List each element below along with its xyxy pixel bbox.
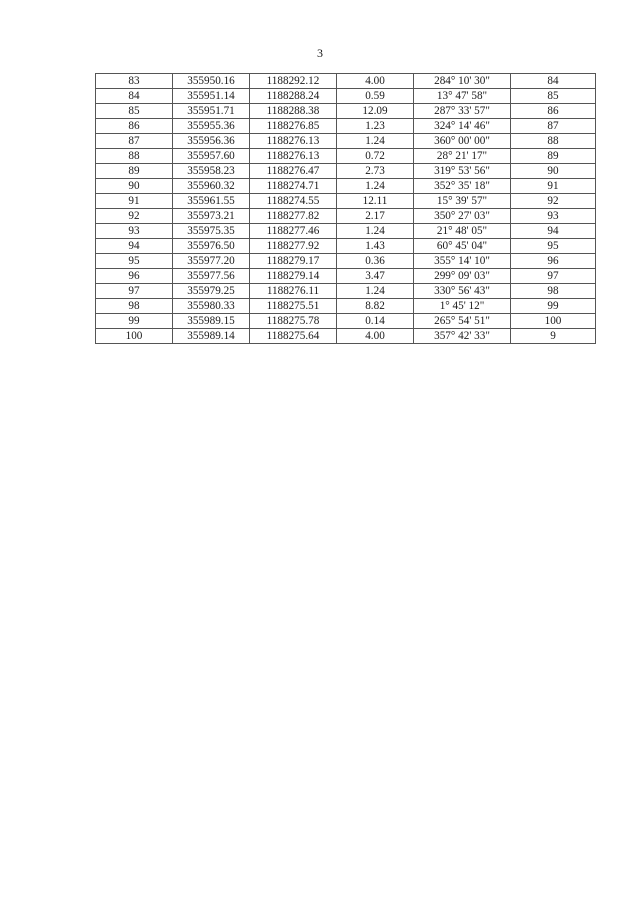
bearing-cell: 265° 54' 51" bbox=[414, 314, 511, 329]
y-coordinate-cell: 1188276.11 bbox=[250, 284, 337, 299]
point-number-cell: 94 bbox=[96, 239, 173, 254]
next-point-cell: 94 bbox=[511, 224, 596, 239]
point-number-cell: 96 bbox=[96, 269, 173, 284]
next-point-cell: 88 bbox=[511, 134, 596, 149]
x-coordinate-cell: 355955.36 bbox=[173, 119, 250, 134]
next-point-cell: 96 bbox=[511, 254, 596, 269]
bearing-cell: 13° 47' 58" bbox=[414, 89, 511, 104]
next-point-cell: 100 bbox=[511, 314, 596, 329]
next-point-cell: 99 bbox=[511, 299, 596, 314]
y-coordinate-cell: 1188277.82 bbox=[250, 209, 337, 224]
next-point-cell: 86 bbox=[511, 104, 596, 119]
next-point-cell: 90 bbox=[511, 164, 596, 179]
y-coordinate-cell: 1188288.24 bbox=[250, 89, 337, 104]
next-point-cell: 93 bbox=[511, 209, 596, 224]
x-coordinate-cell: 355958.23 bbox=[173, 164, 250, 179]
point-number-cell: 89 bbox=[96, 164, 173, 179]
bearing-cell: 324° 14' 46" bbox=[414, 119, 511, 134]
x-coordinate-cell: 355961.55 bbox=[173, 194, 250, 209]
page-number: 3 bbox=[317, 46, 323, 60]
point-number-cell: 88 bbox=[96, 149, 173, 164]
x-coordinate-cell: 355979.25 bbox=[173, 284, 250, 299]
next-point-cell: 87 bbox=[511, 119, 596, 134]
bearing-cell: 28° 21' 17" bbox=[414, 149, 511, 164]
bearing-cell: 319° 53' 56" bbox=[414, 164, 511, 179]
x-coordinate-cell: 355950.16 bbox=[173, 74, 250, 89]
distance-cell: 1.23 bbox=[337, 119, 414, 134]
distance-cell: 3.47 bbox=[337, 269, 414, 284]
table-row bbox=[96, 89, 596, 104]
y-coordinate-cell: 1188277.46 bbox=[250, 224, 337, 239]
point-number-cell: 93 bbox=[96, 224, 173, 239]
table-row bbox=[96, 134, 596, 149]
point-number-cell: 86 bbox=[96, 119, 173, 134]
x-coordinate-cell: 355951.71 bbox=[173, 104, 250, 119]
y-coordinate-cell: 1188277.92 bbox=[250, 239, 337, 254]
point-number-cell: 91 bbox=[96, 194, 173, 209]
next-point-cell: 91 bbox=[511, 179, 596, 194]
distance-cell: 1.24 bbox=[337, 179, 414, 194]
distance-cell: 4.00 bbox=[337, 329, 414, 344]
bearing-cell: 357° 42' 33" bbox=[414, 329, 511, 344]
table-row bbox=[96, 209, 596, 224]
x-coordinate-cell: 355976.50 bbox=[173, 239, 250, 254]
y-coordinate-cell: 1188279.14 bbox=[250, 269, 337, 284]
distance-cell: 1.43 bbox=[337, 239, 414, 254]
distance-cell: 0.36 bbox=[337, 254, 414, 269]
bearing-cell: 15° 39' 57" bbox=[414, 194, 511, 209]
table-row bbox=[96, 149, 596, 164]
y-coordinate-cell: 1188276.47 bbox=[250, 164, 337, 179]
y-coordinate-cell: 1188276.85 bbox=[250, 119, 337, 134]
distance-cell: 4.00 bbox=[337, 74, 414, 89]
y-coordinate-cell: 1188276.13 bbox=[250, 134, 337, 149]
distance-cell: 8.82 bbox=[337, 299, 414, 314]
point-number-cell: 100 bbox=[96, 329, 173, 344]
table-row bbox=[96, 284, 596, 299]
table-row bbox=[96, 224, 596, 239]
table-row bbox=[96, 269, 596, 284]
bearing-cell: 1° 45' 12" bbox=[414, 299, 511, 314]
table-row bbox=[96, 239, 596, 254]
next-point-cell: 98 bbox=[511, 284, 596, 299]
bearing-cell: 352° 35' 18" bbox=[414, 179, 511, 194]
distance-cell: 1.24 bbox=[337, 224, 414, 239]
point-number-cell: 98 bbox=[96, 299, 173, 314]
x-coordinate-cell: 355951.14 bbox=[173, 89, 250, 104]
distance-cell: 1.24 bbox=[337, 134, 414, 149]
table-row bbox=[96, 164, 596, 179]
point-number-cell: 87 bbox=[96, 134, 173, 149]
table-row bbox=[96, 119, 596, 134]
x-coordinate-cell: 355956.36 bbox=[173, 134, 250, 149]
y-coordinate-cell: 1188274.71 bbox=[250, 179, 337, 194]
bearing-cell: 350° 27' 03" bbox=[414, 209, 511, 224]
x-coordinate-cell: 355957.60 bbox=[173, 149, 250, 164]
next-point-cell: 97 bbox=[511, 269, 596, 284]
y-coordinate-cell: 1188276.13 bbox=[250, 149, 337, 164]
bearing-cell: 284° 10' 30" bbox=[414, 74, 511, 89]
x-coordinate-cell: 355973.21 bbox=[173, 209, 250, 224]
point-number-cell: 84 bbox=[96, 89, 173, 104]
next-point-cell: 92 bbox=[511, 194, 596, 209]
point-number-cell: 92 bbox=[96, 209, 173, 224]
y-coordinate-cell: 1188275.78 bbox=[250, 314, 337, 329]
y-coordinate-cell: 1188274.55 bbox=[250, 194, 337, 209]
bearing-cell: 287° 33' 57" bbox=[414, 104, 511, 119]
point-number-cell: 83 bbox=[96, 74, 173, 89]
next-point-cell: 95 bbox=[511, 239, 596, 254]
x-coordinate-cell: 355989.14 bbox=[173, 329, 250, 344]
x-coordinate-cell: 355960.32 bbox=[173, 179, 250, 194]
table-row bbox=[96, 179, 596, 194]
table-row bbox=[96, 194, 596, 209]
point-number-cell: 90 bbox=[96, 179, 173, 194]
y-coordinate-cell: 1188279.17 bbox=[250, 254, 337, 269]
x-coordinate-cell: 355989.15 bbox=[173, 314, 250, 329]
table-row bbox=[96, 314, 596, 329]
table-row bbox=[96, 329, 596, 344]
next-point-cell: 89 bbox=[511, 149, 596, 164]
table-row bbox=[96, 299, 596, 314]
next-point-cell: 85 bbox=[511, 89, 596, 104]
bearing-cell: 299° 09' 03" bbox=[414, 269, 511, 284]
point-number-cell: 99 bbox=[96, 314, 173, 329]
y-coordinate-cell: 1188275.64 bbox=[250, 329, 337, 344]
bearing-cell: 330° 56' 43" bbox=[414, 284, 511, 299]
x-coordinate-cell: 355977.20 bbox=[173, 254, 250, 269]
y-coordinate-cell: 1188292.12 bbox=[250, 74, 337, 89]
distance-cell: 1.24 bbox=[337, 284, 414, 299]
distance-cell: 12.11 bbox=[337, 194, 414, 209]
coordinates-table bbox=[95, 73, 596, 344]
x-coordinate-cell: 355977.56 bbox=[173, 269, 250, 284]
distance-cell: 2.17 bbox=[337, 209, 414, 224]
next-point-cell: 9 bbox=[511, 329, 596, 344]
point-number-cell: 95 bbox=[96, 254, 173, 269]
bearing-cell: 60° 45' 04" bbox=[414, 239, 511, 254]
x-coordinate-cell: 355980.33 bbox=[173, 299, 250, 314]
table-row bbox=[96, 74, 596, 89]
bearing-cell: 360° 00' 00" bbox=[414, 134, 511, 149]
distance-cell: 12.09 bbox=[337, 104, 414, 119]
distance-cell: 2.73 bbox=[337, 164, 414, 179]
point-number-cell: 85 bbox=[96, 104, 173, 119]
bearing-cell: 21° 48' 05" bbox=[414, 224, 511, 239]
table-row bbox=[96, 254, 596, 269]
distance-cell: 0.59 bbox=[337, 89, 414, 104]
y-coordinate-cell: 1188275.51 bbox=[250, 299, 337, 314]
bearing-cell: 355° 14' 10" bbox=[414, 254, 511, 269]
next-point-cell: 84 bbox=[511, 74, 596, 89]
point-number-cell: 97 bbox=[96, 284, 173, 299]
distance-cell: 0.14 bbox=[337, 314, 414, 329]
y-coordinate-cell: 1188288.38 bbox=[250, 104, 337, 119]
x-coordinate-cell: 355975.35 bbox=[173, 224, 250, 239]
coordinates-table-body bbox=[96, 74, 596, 344]
table-row bbox=[96, 104, 596, 119]
distance-cell: 0.72 bbox=[337, 149, 414, 164]
